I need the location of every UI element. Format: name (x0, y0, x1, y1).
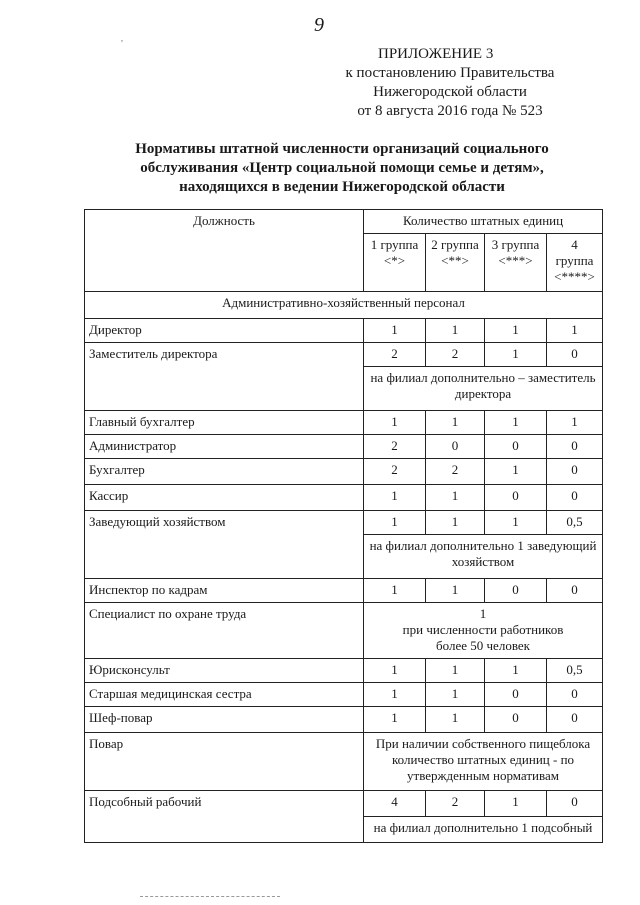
header-group-3: 3 группа <***> (485, 234, 547, 292)
table-row (85, 579, 603, 603)
row-value: 2 (364, 459, 426, 485)
row-value: 1 (485, 659, 547, 683)
row-value: 1 (485, 319, 547, 343)
row-value: 1 (485, 343, 547, 367)
title-line-3: находящихся в ведении Нижегородской области (179, 179, 505, 195)
row-value: 0 (547, 485, 603, 511)
row-value: 4 (364, 791, 426, 817)
row-value: 0 (485, 485, 547, 511)
table-row (85, 411, 603, 435)
table-row (85, 603, 603, 659)
row-value: 1 (364, 319, 426, 343)
table-row (85, 791, 603, 817)
row-value: 0 (485, 579, 547, 603)
row-value: 1 (364, 579, 426, 603)
row-value: 1 (364, 683, 426, 707)
merged-line: при численности работников (402, 622, 564, 637)
row-value: 1 (364, 707, 426, 733)
annex-title: ПРИЛОЖЕНИЕ 3 (378, 46, 494, 62)
row-value: 0 (426, 435, 485, 459)
header-group-4: 4 группа <****> (547, 234, 603, 292)
row-position: Администратор (85, 435, 364, 459)
row-value: 0 (547, 683, 603, 707)
row-value: 1 (364, 485, 426, 511)
row-value: 0 (485, 683, 547, 707)
annex-line-4: от 8 августа 2016 года № 523 (357, 103, 543, 119)
table-row (85, 435, 603, 459)
stray-mark: , (121, 34, 123, 43)
row-position: Юрисконсульт (85, 659, 364, 683)
row-value: 1 (364, 511, 426, 535)
row-value: 0,5 (547, 511, 603, 535)
row-position: Бухгалтер (85, 459, 364, 485)
table-row (85, 707, 603, 733)
row-merged-note (364, 733, 603, 791)
row-position: Главный бухгалтер (85, 411, 364, 435)
table-row (85, 343, 603, 367)
row-position: Специалист по охране труда (85, 603, 364, 659)
document-title (84, 140, 600, 197)
row-value: 1 (426, 683, 485, 707)
table-row (85, 683, 603, 707)
row-value: 1 (426, 485, 485, 511)
row-value: 1 (426, 707, 485, 733)
row-position: Заместитель директора (85, 343, 364, 411)
row-position: Кассир (85, 485, 364, 511)
row-note: на филиал дополнительно 1 подсобный (364, 817, 603, 843)
row-position: Подсобный рабочий (85, 791, 364, 843)
row-value: 2 (364, 343, 426, 367)
row-value: 1 (364, 659, 426, 683)
table-row (85, 733, 603, 791)
row-value: 1 (426, 659, 485, 683)
row-value: 1 (547, 411, 603, 435)
row-position: Повар (85, 733, 364, 791)
table-row (85, 485, 603, 511)
row-value: 0 (547, 579, 603, 603)
merged-line: утвержденным нормативам (407, 768, 559, 783)
row-value: 0 (485, 707, 547, 733)
title-line-2: обслуживания «Центр социальной помощи семье и детям», (140, 160, 544, 176)
row-position: Старшая медицинская сестра (85, 683, 364, 707)
header-position: Должность (85, 210, 364, 292)
section-header: Административно-хозяйственный персонал (85, 292, 603, 319)
scan-artifact-line (140, 896, 280, 898)
row-value: 1 (485, 411, 547, 435)
page-number: 9 (314, 14, 324, 36)
header-group-1: 1 группа <*> (364, 234, 426, 292)
row-position: Директор (85, 319, 364, 343)
row-value: 1 (485, 511, 547, 535)
row-position: Заведующий хозяйством (85, 511, 364, 579)
table-row (85, 659, 603, 683)
row-value: 1 (426, 579, 485, 603)
row-note: на филиал дополнительно 1 заведующий хозяйством (364, 535, 603, 579)
row-value: 0 (547, 435, 603, 459)
table-row (85, 511, 603, 535)
row-value: 1 (485, 459, 547, 485)
row-value: 2 (426, 459, 485, 485)
row-value: 0 (485, 435, 547, 459)
merged-line: более 50 человек (436, 638, 530, 653)
row-note: на филиал дополнительно – заместитель директора (364, 367, 603, 411)
merged-line: количество штатных единиц - по (391, 752, 575, 767)
title-line-1: Нормативы штатной численности организаций социального (135, 141, 549, 157)
row-value: 0,5 (547, 659, 603, 683)
staffing-table (84, 209, 603, 843)
row-value: 1 (426, 411, 485, 435)
annex-block (320, 45, 580, 121)
merged-line: При наличии собственного пищеблока (375, 736, 591, 751)
row-value: 2 (426, 343, 485, 367)
row-value: 2 (426, 791, 485, 817)
table-row (85, 319, 603, 343)
row-value: 1 (364, 411, 426, 435)
row-value: 2 (364, 435, 426, 459)
row-value: 1 (485, 791, 547, 817)
table-row (85, 459, 603, 485)
row-value: 0 (547, 343, 603, 367)
row-merged-note (364, 603, 603, 659)
header-quantity: Количество штатных единиц (364, 210, 603, 234)
row-value: 1 (426, 319, 485, 343)
row-value: 0 (547, 459, 603, 485)
row-value: 0 (547, 707, 603, 733)
merged-line: 1 (479, 606, 487, 621)
header-group-2: 2 группа <**> (426, 234, 485, 292)
row-value: 0 (547, 791, 603, 817)
row-value: 1 (547, 319, 603, 343)
row-position: Инспектор по кадрам (85, 579, 364, 603)
row-value: 1 (426, 511, 485, 535)
annex-line-3: Нижегородской области (373, 84, 527, 100)
annex-line-2: к постановлению Правительства (345, 65, 555, 81)
row-position: Шеф-повар (85, 707, 364, 733)
